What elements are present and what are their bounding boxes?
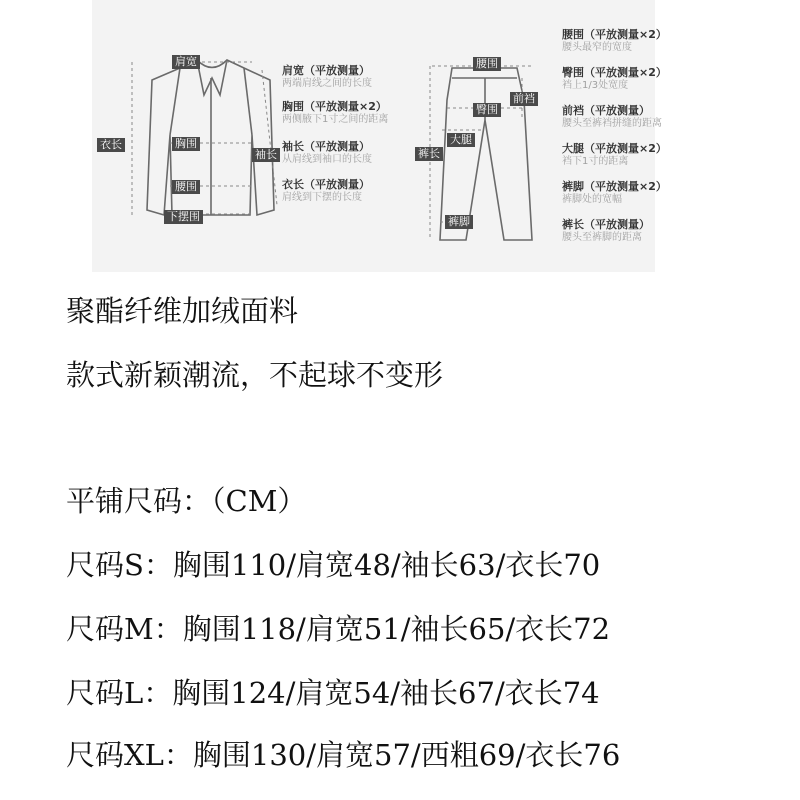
tag-garment-length: 衣长 (97, 138, 125, 152)
tag-thigh: 大腿 (447, 133, 475, 147)
legend-pants-waist: 腰围（平放测量×2） 腰头最窄的宽度 (562, 28, 667, 53)
legend-front-rise: 前裆（平放测量） 腰头至裤裆拼缝的距离 (562, 104, 662, 129)
size-heading: 平铺尺码：（CM） (66, 484, 307, 518)
size-row-l: 尺码L：胸围124/肩宽54/袖长67/衣长74 (66, 676, 600, 710)
tag-hip: 臀围 (473, 103, 501, 117)
tag-pants-length: 裤长 (415, 147, 443, 161)
legend-shoulder: 肩宽（平放测量） 两端肩线之间的长度 (282, 64, 372, 89)
style-text: 款式新颖潮流，不起球不变形 (66, 358, 444, 392)
size-row-s: 尺码S：胸围110/肩宽48/袖长63/衣长70 (66, 548, 601, 582)
tag-chest: 胸围 (172, 137, 200, 151)
tag-waist: 腰围 (172, 180, 200, 194)
tag-front-rise: 前裆 (510, 92, 538, 106)
legend-chest: 胸围（平放测量×2） 两侧腋下1寸之间的距离 (282, 100, 389, 125)
legend-leg-opening: 裤脚（平放测量×2） 裤脚处的宽幅 (562, 180, 667, 205)
fabric-text: 聚酯纤维加绒面料 (66, 294, 299, 328)
tag-hem: 下摆围 (164, 210, 203, 224)
tag-sleeve: 袖长 (252, 148, 280, 162)
tag-leg-opening: 裤脚 (445, 215, 473, 229)
tag-shoulder-width: 肩宽 (172, 55, 200, 69)
legend-sleeve: 袖长（平放测量） 从肩线到袖口的长度 (282, 140, 372, 165)
shirt-outline (147, 60, 274, 215)
tag-pants-waist: 腰围 (473, 57, 501, 71)
legend-pants-length: 裤长（平放测量） 腰头至裤脚的距离 (562, 218, 650, 243)
legend-hip: 臀围（平放测量×2） 裆上1/3处宽度 (562, 66, 667, 91)
legend-length: 衣长（平放测量） 肩线到下摆的长度 (282, 178, 370, 203)
size-measurement-diagram (92, 0, 667, 272)
size-row-xl: 尺码XL：胸围130/肩宽57/西粗69/衣长76 (66, 738, 621, 772)
size-row-m: 尺码M：胸围118/肩宽51/袖长65/衣长72 (66, 612, 611, 646)
legend-thigh: 大腿（平放测量×2） 裆下1寸的距离 (562, 142, 667, 167)
